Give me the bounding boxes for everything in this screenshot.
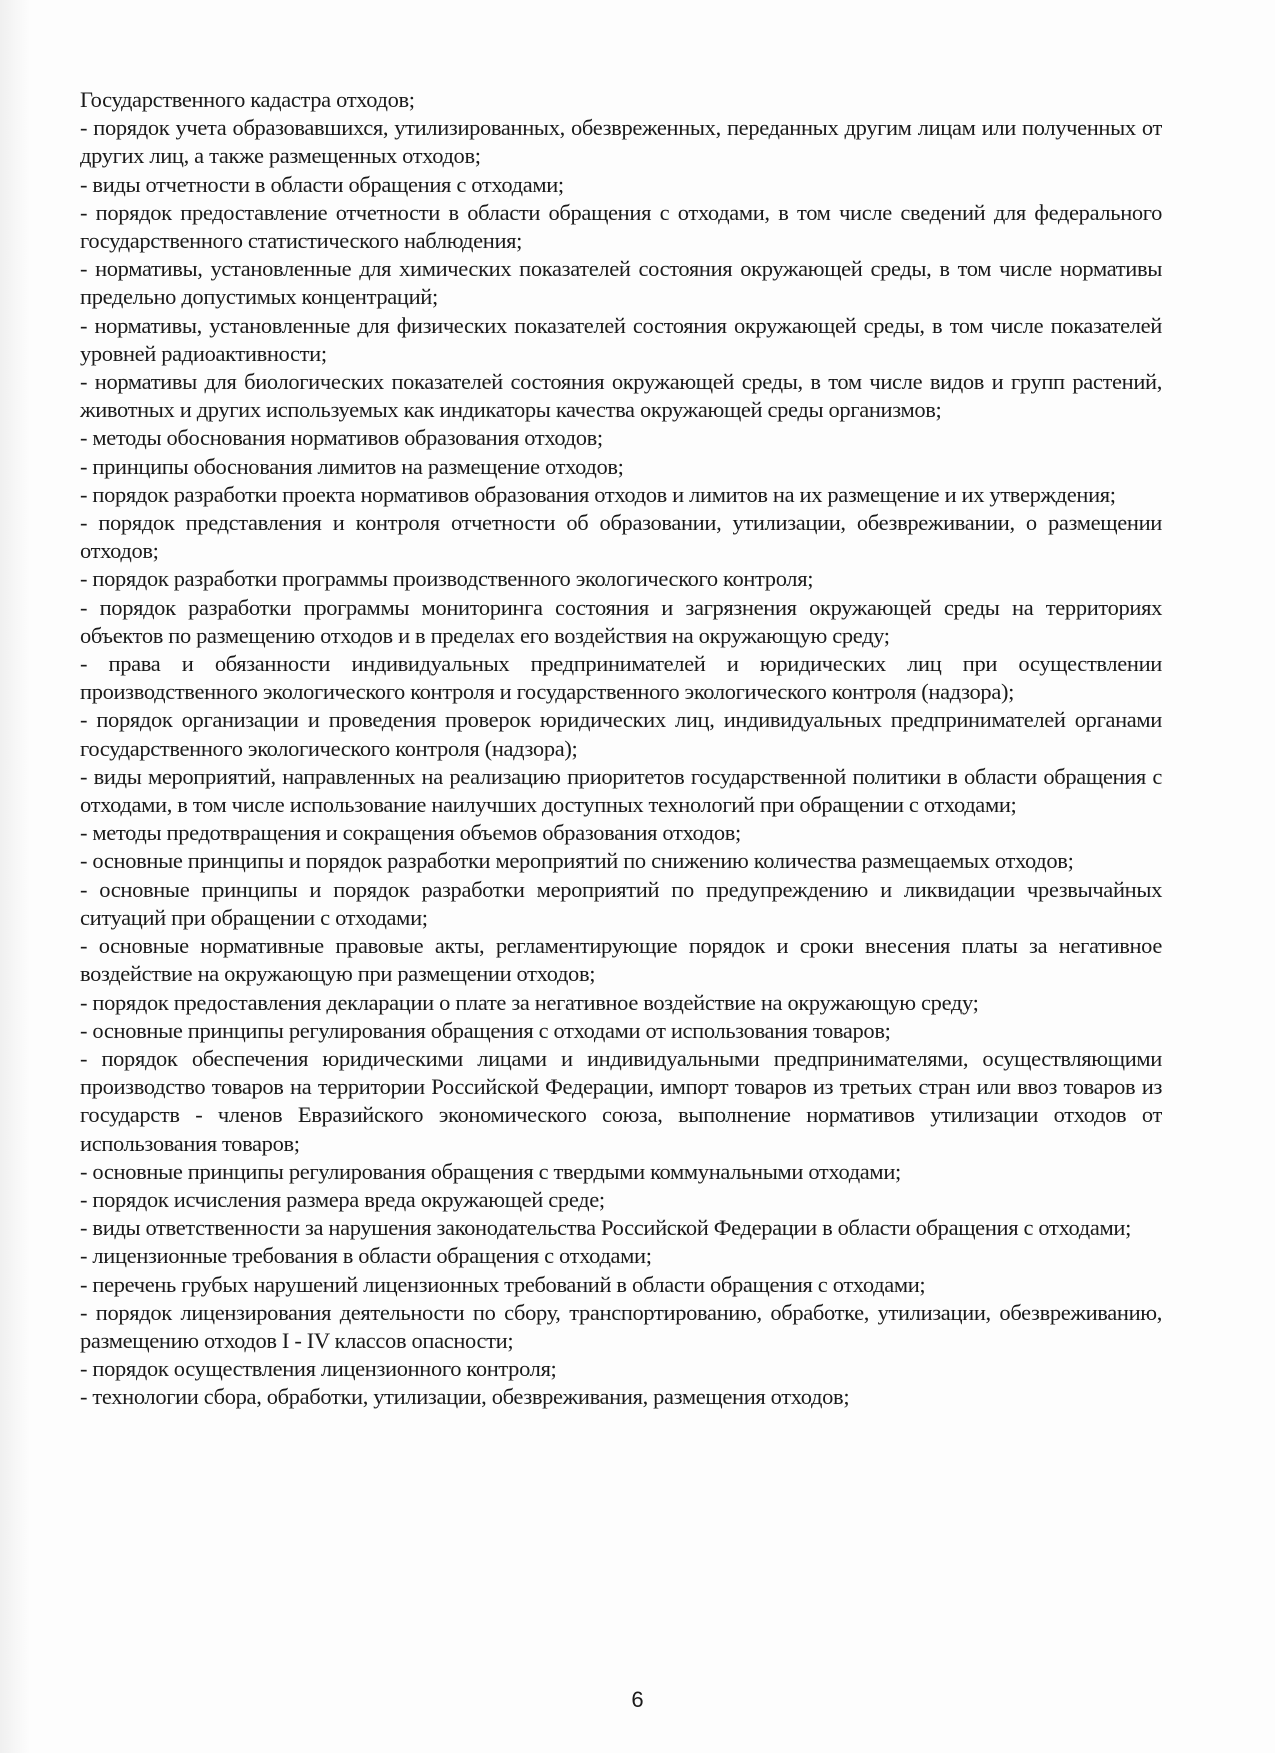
list-item: - нормативы, установленные для химических показателей состояния окружающей среды, в том числе нормативы предельно допустимых концентраций; bbox=[80, 256, 1162, 310]
list-item: - виды мероприятий, направленных на реализацию приоритетов государственной политики в области обращения с отходами, в том числе использование наилучших доступных технологий при обращении с отходами; bbox=[80, 763, 1162, 818]
list-item: - порядок разработки проекта нормативов образования отходов и лимитов на их размещение и их утверждения; bbox=[80, 481, 1116, 507]
list-item: - методы предотвращения и сокращения объемов образования отходов; bbox=[80, 820, 741, 846]
list-item: - принципы обоснования лимитов на размещение отходов; bbox=[80, 453, 624, 479]
list-item: - виды отчетности в области обращения с отходами; bbox=[80, 171, 564, 197]
list-item: - порядок разработки программы производственного экологического контроля; bbox=[80, 566, 814, 592]
list-item: - нормативы для биологических показателей состояния окружающей среды, в том числе видов и групп растений, животных и других используемых как индикаторы качества окружающей среды организмов; bbox=[80, 369, 1162, 423]
list-item: - основные принципы и порядок разработки мероприятий по снижению количества размещаемых отходов; bbox=[80, 848, 1074, 874]
list-item: - порядок разработки программы мониторинга состояния и загрязнения окружающей среды на территориях объектов по размещению отходов и в пределах его воздействия на окружающую среду; bbox=[80, 594, 1162, 648]
list-item: - порядок обеспечения юридическими лицами и индивидуальными предпринимателями, осуществляющими производство товаров на территории Российской Федерации, импорт товаров из третьих стран или ввоз товаров из государств - членов Евразийского экономического союза, выполнение нормативов утилизации отходов от использования товаров; bbox=[80, 1045, 1162, 1156]
list-item: - порядок учета образовавшихся, утилизированных, обезвреженных, переданных другим лицам или полученных от других лиц, а также размещенных отходов; bbox=[80, 115, 1162, 169]
list-item: - права и обязанности индивидуальных предпринимателей и юридических лиц при осуществлении производственного экологического контроля и государственного экологического контроля (надзора); bbox=[80, 651, 1162, 705]
list-item: - порядок исчисления размера вреда окружающей среде; bbox=[80, 1186, 605, 1212]
list-item: - перечень грубых нарушений лицензионных требований в области обращения с отходами; bbox=[80, 1271, 926, 1297]
list-item: - методы обоснования нормативов образования отходов; bbox=[80, 425, 603, 451]
list-item: - порядок представления и контроля отчетности об образовании, утилизации, обезвреживании, о размещении отходов; bbox=[80, 510, 1162, 564]
list-item: - основные принципы и порядок разработки мероприятий по предупреждению и ликвидации чрезвычайных ситуаций при обращении с отходами; bbox=[80, 876, 1162, 930]
page-number: 6 bbox=[631, 1687, 644, 1712]
list-item: - лицензионные требования в области обращения с отходами; bbox=[80, 1243, 652, 1269]
list-item: - порядок организации и проведения проверок юридических лиц, индивидуальных предпринимателей органами государственного экологического контроля (надзора); bbox=[80, 707, 1162, 761]
scan-edge-shadow bbox=[0, 0, 30, 1753]
list-item: - порядок предоставление отчетности в области обращения с отходами, в том числе сведений для федерального государственного статистического наблюдения; bbox=[80, 199, 1162, 254]
document-body bbox=[80, 86, 1162, 1412]
list-item: - порядок предоставления декларации о плате за негативное воздействие на окружающую среду; bbox=[80, 989, 979, 1015]
paragraph-cadastre-continuation: Государственного кадастра отходов; bbox=[80, 87, 415, 112]
list-item: - порядок лицензирования деятельности по сбору, транспортированию, обработке, утилизации, обезвреживанию, размещению отходов I - IV классов опасности; bbox=[80, 1299, 1162, 1353]
list-item: - основные принципы регулирования обращения с отходами от использования товаров; bbox=[80, 1017, 891, 1043]
list-item: - технологии сбора, обработки, утилизации, обезвреживания, размещения отходов; bbox=[80, 1384, 850, 1410]
list-item: - порядок осуществления лицензионного контроля; bbox=[80, 1356, 557, 1382]
list-item: - виды ответственности за нарушения законодательства Российской Федерации в области обращения с отходами; bbox=[80, 1215, 1131, 1241]
list-item: - нормативы, установленные для физических показателей состояния окружающей среды, в том числе показателей уровней радиоактивности; bbox=[80, 312, 1162, 366]
list-item: - основные принципы регулирования обращения с твердыми коммунальными отходами; bbox=[80, 1158, 901, 1184]
list-item: - основные нормативные правовые акты, регламентирующие порядок и сроки внесения платы за негативное воздействие на окружающую при размещении отходов; bbox=[80, 933, 1162, 987]
